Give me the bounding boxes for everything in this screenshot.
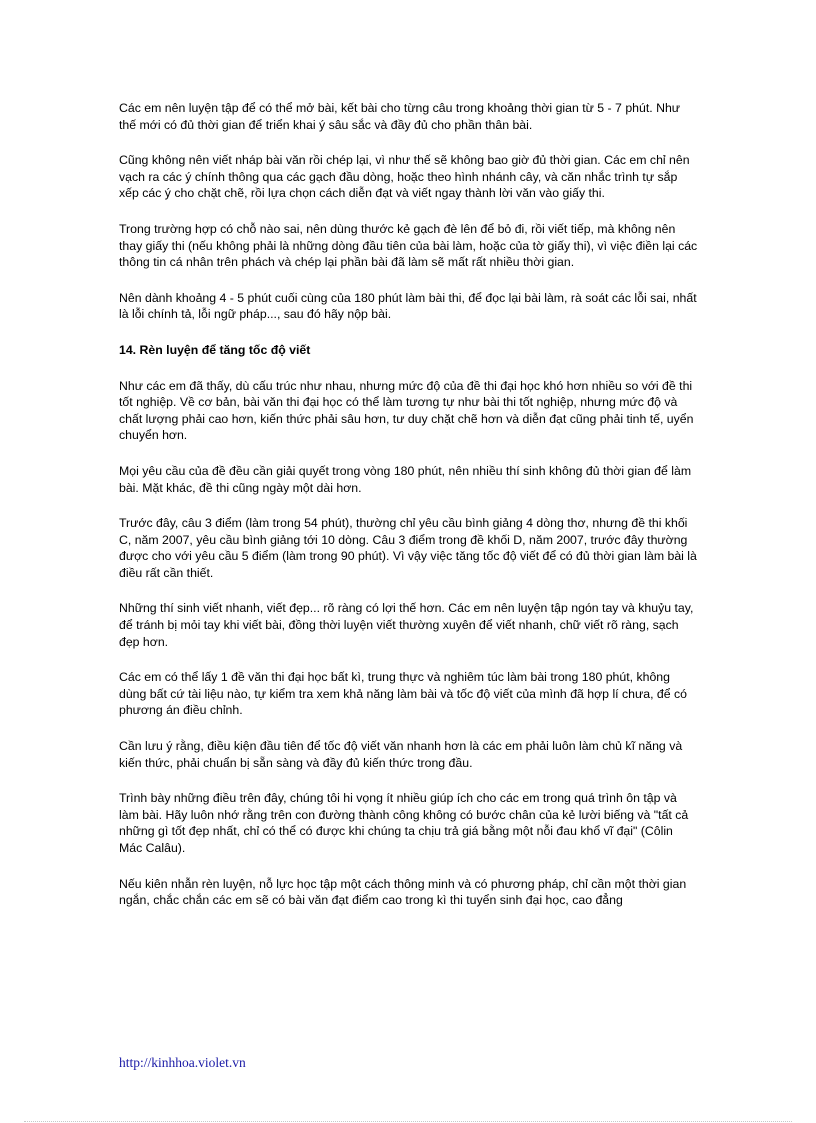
paragraph: Mọi yêu cầu của đề đều cần giải quyết trong vòng 180 phút, nên nhiều thí sinh không đủ thời gian để làm bài. Mặt khác, đề thi cũng ngày một dài hơn. <box>119 463 692 495</box>
paragraph: Cần lưu ý rằng, điều kiện đầu tiên để tốc độ viết văn nhanh hơn là các em phải luôn làm chủ kĩ năng và kiến thức, phải chuẩn bị sẵn sàng và đầy đủ kiến thức trong đầu. <box>119 739 683 770</box>
paragraph: Nên dành khoảng 4 - 5 phút cuối cùng của 180 phút làm bài thi, để đọc lại bài làm, rà soát các lỗi sai, nhất là lỗi chính tả, lỗi ngữ pháp..., sau đó hãy nộp bài. <box>119 290 697 322</box>
paragraph: Nếu kiên nhẫn rèn luyện, nỗ lực học tập một cách thông minh và có phương pháp, chỉ cần một thời gian ngắn, chắc chắn các em sẽ có bài văn đạt điểm cao trong kì thi tuyển sinh đại học, cao đẳng <box>119 876 687 908</box>
paragraph: Trong trường hợp có chỗ nào sai, nên dùng thước kẻ gạch đè lên để bỏ đi, rồi viết tiếp, mà không nên thay giấy thi (nếu không phải là những dòng đầu tiên của bài làm, hoặc của tờ giấy thi), vì việc điền lại các thông tin cá nhân trên phách và chép lại phần bài đã làm sẽ mất rất nhiều thời gian. <box>119 221 698 270</box>
paragraph: Như các em đã thấy, dù cấu trúc như nhau, nhưng mức độ của đề thi đại học khó hơn nhiều so với đề thi tốt nghiệp. Về cơ bản, bài văn thi đại học có thể làm tương tự như bài thi tốt nghiệp, nhưng mức độ và chất lượng phải cao hơn, kiến thức phải sâu hơn, tư duy chặt chẽ hơn và diễn đạt cũng phải tinh tế, uyển chuyển hơn. <box>119 378 694 443</box>
section-heading: 14. Rèn luyện để tăng tốc độ viết <box>119 342 311 357</box>
page-bottom-divider <box>24 1121 792 1122</box>
footer-link[interactable]: http://kinhhoa.violet.vn <box>119 1055 246 1070</box>
paragraph: Các em có thể lấy 1 đề văn thi đại học bất kì, trung thực và nghiêm túc làm bài trong 180 phút, không dùng bất cứ tài liệu nào, tự kiểm tra xem khả năng làm bài và tốc độ viết của mình đã hợp lí chưa, để có phương án điều chỉnh. <box>119 670 687 718</box>
paragraph: Trước đây, câu 3 điểm (làm trong 54 phút), thường chỉ yêu cầu bình giảng 4 dòng thơ, nhưng đề thi khối C, năm 2007, yêu cầu bình giảng tới 10 dòng. Câu 3 điểm trong đề khối D, năm 2007, trước đây thường được cho với yêu cầu 5 điểm (làm trong 90 phút). Vì vậy việc tăng tốc độ viết để có đủ thời gian làm bài là điều rất cần thiết. <box>119 516 697 580</box>
paragraph: Các em nên luyện tập để có thể mở bài, kết bài cho từng câu trong khoảng thời gian từ 5 - 7 phút. Như thế mới có đủ thời gian để triển khai ý sâu sắc và đầy đủ cho phần thân bài. <box>119 101 681 132</box>
paragraph: Trình bày những điều trên đây, chúng tôi hi vọng ít nhiều giúp ích cho các em trong quá trình ôn tập và làm bài. Hãy luôn nhớ rằng trên con đường thành công không có bước chân của kẻ lười biếng và "tất cả những gì tốt đẹp nhất, chỉ có thể có được khi chúng ta chịu trả giá bằng một nỗi đau khổ vĩ đại" (Côlin Mác Calâu). <box>119 791 689 855</box>
paragraph: Những thí sinh viết nhanh, viết đẹp... rõ ràng có lợi thế hơn. Các em nên luyện tập ngón tay và khuỷu tay, để tránh bị mỏi tay khi viết bài, đồng thời luyện viết thường xuyên để viết nhanh, chữ viết rõ ràng, sạch đẹp hơn. <box>119 601 694 649</box>
paragraph: Cũng không nên viết nháp bài văn rồi chép lại, vì như thế sẽ không bao giờ đủ thời gian. Các em chỉ nên vạch ra các ý chính thông qua các gạch đầu dòng, hoặc theo hình nhánh cây, và căn nhắc trình tự sắp xếp các ý cho chặt chẽ, rồi lựa chọn cách diễn đạt và viết ngay thành lời văn vào giấy thi. <box>119 153 690 201</box>
document-body <box>119 100 699 928</box>
